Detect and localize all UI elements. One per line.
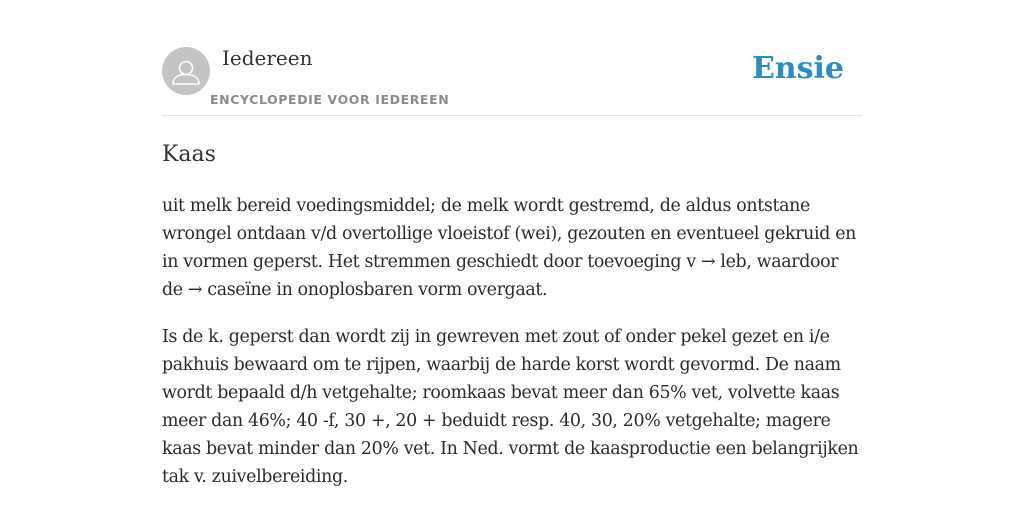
header — [162, 0, 862, 116]
article-paragraph: Is de k. geperst dan wordt zij in gewreven met zout of onder pekel gezet en i/e pakhuis bewaard om te rijpen, waarbij de harde korst wordt gevormd. De naam wordt bepaald d/h vetgehalte; roomkaas bevat meer dan 65% vet, volvette kaas meer dan 46%; 40 -f, 30 +, 20 + beduidt resp. 40, 30, 20% vetgehalte; magere kaas bevat minder dan 20% vet. In Ned. vormt de kaasproductie een belangrijken tak v. zuivelbereiding. — [162, 327, 859, 487]
article-title: Kaas — [162, 142, 216, 167]
avatar[interactable] — [162, 47, 210, 95]
brand-logo[interactable]: Ensie — [751, 51, 844, 86]
user-silhouette-icon — [162, 47, 210, 95]
site-subtitle: ENCYCLOPEDIE VOOR IEDEREEN — [210, 92, 450, 107]
article-body — [162, 192, 862, 510]
page — [162, 0, 862, 512]
article-paragraph: uit melk bereid voedingsmiddel; de melk wordt gestremd, de aldus ontstane wrongel ontdaan v/d overtollige vloeistof (wei), gezouten en eventueel gekruid en in vormen geperst. Het stremmen geschiedt door toevoeging v → leb, waardoor de → caseïne in onoplosbaren vorm overgaat. — [162, 196, 856, 300]
author-name[interactable]: Iedereen — [222, 46, 313, 70]
